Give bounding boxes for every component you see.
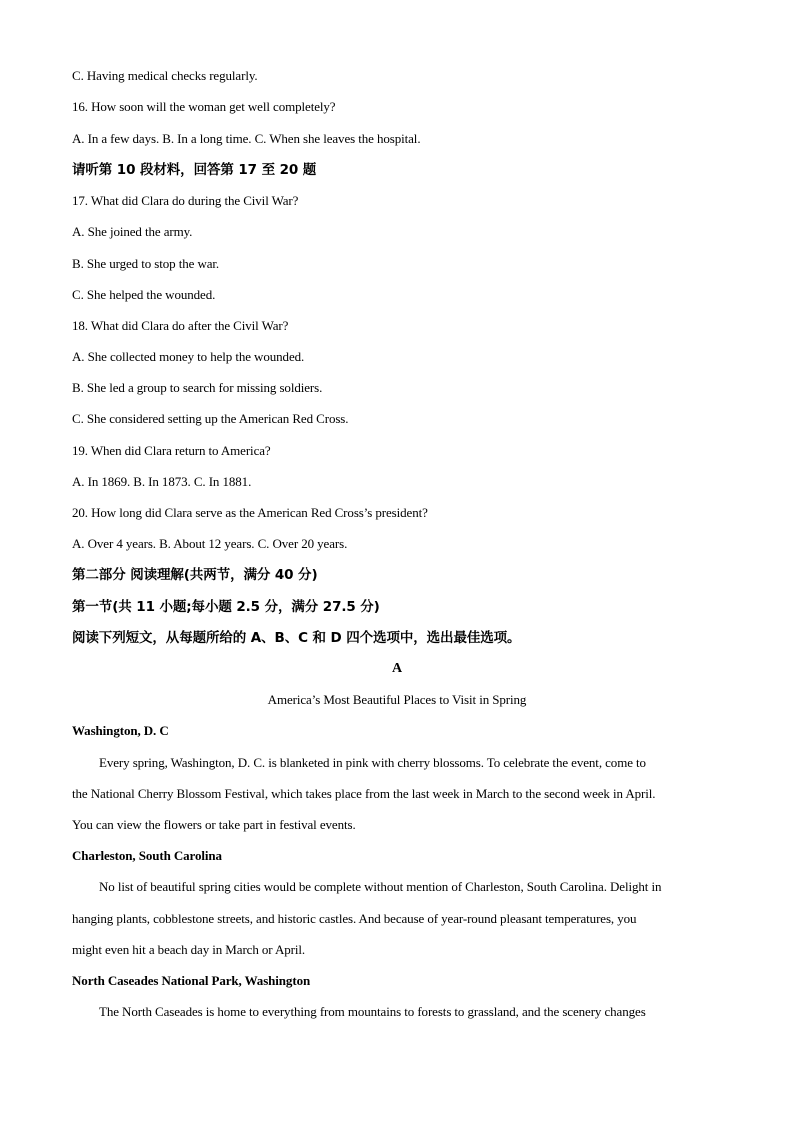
washington-dc-line-3: You can view the flowers or take part in festival events. (72, 817, 356, 832)
question-18-option-c: C. She considered setting up the American Red Cross. (72, 411, 349, 426)
reading-instruction: 阅读下列短文，从每题所给的 A、B、C 和 D 四个选项中，选出最佳选项。 (72, 630, 521, 646)
question-17-option-a: A. She joined the army. (72, 224, 193, 239)
section-10-heading: 请听第 10 段材料，回答第 17 至 20 题 (72, 162, 317, 178)
charleston-line-3: might even hit a beach day in March or April. (72, 942, 306, 957)
question-19-options: A. In 1869. B. In 1873. C. In 1881. (72, 474, 252, 489)
charleston-line-2: hanging plants, cobblestone streets, and historic castles. And because of year-round pleasant temperatures, you (72, 911, 637, 926)
section-1-heading: 第一节(共 11 小题;每小题 2.5 分，满分 27.5 分) (72, 599, 380, 615)
question-17: 17. What did Clara do during the Civil War? (72, 193, 299, 208)
part-2-heading: 第二部分 阅读理解(共两节，满分 40 分) (72, 567, 318, 583)
question-15-option-c: C. Having medical checks regularly. (72, 68, 258, 83)
passage-label: A (391, 661, 402, 676)
question-17-option-b: B. She urged to stop the war. (72, 256, 220, 271)
question-18-option-a: A. She collected money to help the wounded. (72, 349, 305, 364)
washington-dc-heading: Washington, D. C (72, 723, 169, 738)
question-17-option-c: C. She helped the wounded. (72, 287, 216, 302)
question-18-option-b: B. She led a group to search for missing soldiers. (72, 380, 323, 395)
north-caseades-heading: North Caseades National Park, Washington (72, 973, 311, 988)
question-20-options: A. Over 4 years. B. About 12 years. C. Over 20 years. (72, 536, 348, 551)
washington-dc-line-2: the National Cherry Blossom Festival, which takes place from the last week in March to the second week in April. (72, 786, 656, 801)
charleston-line-1: No list of beautiful spring cities would be complete without mention of Charleston, South Carolina. Delight in (99, 879, 662, 894)
passage-title: America’s Most Beautiful Places to Visit in Spring (267, 692, 527, 707)
question-16: 16. How soon will the woman get well completely? (72, 99, 336, 114)
question-20: 20. How long did Clara serve as the American Red Cross’s president? (72, 505, 428, 520)
question-19: 19. When did Clara return to America? (72, 443, 271, 458)
charleston-heading: Charleston, South Carolina (72, 848, 222, 863)
question-16-options: A. In a few days. B. In a long time. C. When she leaves the hospital. (72, 131, 421, 146)
washington-dc-line-1: Every spring, Washington, D. C. is blanketed in pink with cherry blossoms. To celebrate the event, come to (99, 755, 646, 770)
question-18: 18. What did Clara do after the Civil War? (72, 318, 289, 333)
north-caseades-line-1: The North Caseades is home to everything from mountains to forests to grassland, and the scenery changes (99, 1004, 646, 1019)
